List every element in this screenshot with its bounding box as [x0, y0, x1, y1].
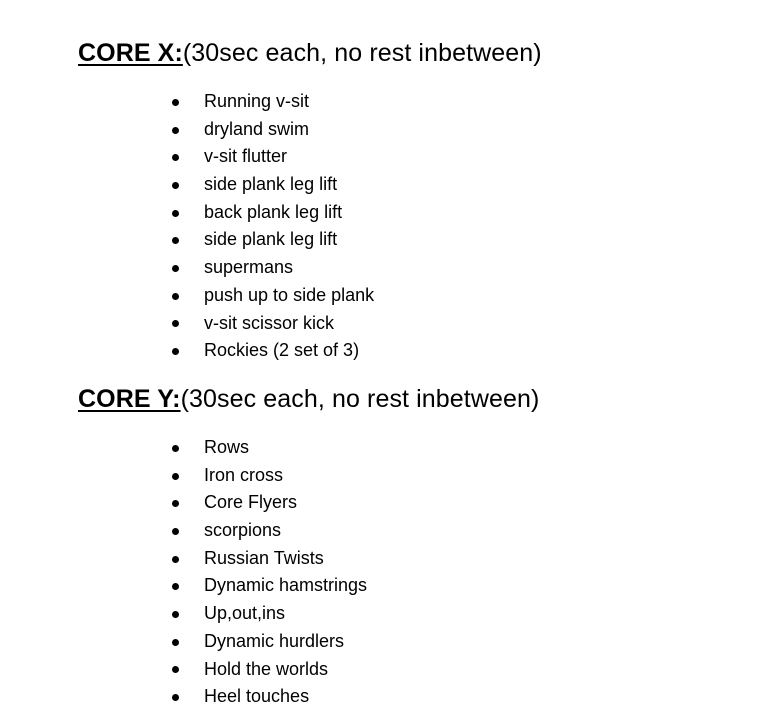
- exercise-name: v-sit flutter: [204, 146, 288, 167]
- list-item: [172, 88, 374, 116]
- exercise-name: Rows: [204, 437, 250, 457]
- list-item: [172, 171, 374, 199]
- core-y-heading-label: CORE Y:: [78, 385, 181, 413]
- bullet-icon: [172, 265, 179, 272]
- core-y-heading-note: (30sec each, no rest inbetween): [180, 385, 540, 413]
- bullet-icon: [172, 583, 179, 590]
- core-y-heading: [78, 382, 738, 416]
- bullet-icon: [172, 528, 179, 535]
- core-y-exercise-list: [172, 434, 367, 711]
- bullet-icon: [172, 127, 179, 134]
- bullet-icon: [172, 320, 179, 327]
- exercise-name: Heel touches: [204, 686, 310, 707]
- exercise-name: Hold the worlds: [204, 658, 329, 679]
- list-item: [172, 656, 367, 684]
- exercise-name: push up to side plank: [204, 284, 375, 305]
- list-item: [172, 683, 367, 711]
- core-x-section: [78, 36, 738, 361]
- bullet-icon: [172, 611, 179, 618]
- exercise-name: Russian Twists: [204, 547, 324, 568]
- list-item: [172, 310, 374, 338]
- bullet-icon: [172, 500, 179, 507]
- bullet-icon: [172, 445, 179, 452]
- bullet-icon: [172, 182, 179, 189]
- list-item: [172, 462, 367, 490]
- exercise-name: dryland swim: [204, 118, 310, 139]
- bullet-icon: [172, 473, 179, 480]
- list-item: [172, 545, 367, 573]
- list-item: [172, 116, 374, 144]
- bullet-icon: [172, 154, 179, 161]
- exercise-name: Running v-sit: [204, 91, 310, 111]
- list-item: [172, 282, 374, 310]
- bullet-icon: [172, 348, 179, 355]
- bullet-icon: [172, 639, 179, 646]
- list-item: [172, 600, 367, 628]
- exercise-name: side plank leg lift: [204, 174, 338, 195]
- bullet-icon: [172, 237, 179, 244]
- list-item: [172, 226, 374, 254]
- bullet-icon: [172, 666, 179, 673]
- core-y-section: [78, 382, 738, 707]
- list-item: [172, 628, 367, 656]
- list-item: [172, 199, 374, 227]
- exercise-name: Iron cross: [204, 464, 284, 485]
- list-item: [172, 434, 367, 462]
- bullet-icon: [172, 293, 179, 300]
- exercise-name: supermans: [204, 257, 294, 278]
- list-item: [172, 489, 367, 517]
- exercise-name: Core Flyers: [204, 492, 298, 513]
- bullet-icon: [172, 556, 179, 563]
- list-item: [172, 143, 374, 171]
- list-item: [172, 517, 367, 545]
- exercise-name: v-sit scissor kick: [204, 312, 334, 333]
- core-x-heading-note: (30sec each, no rest inbetween): [182, 39, 542, 67]
- core-x-exercise-list: [172, 88, 374, 365]
- exercise-name: side plank leg lift: [204, 229, 338, 250]
- exercise-name: back plank leg lift: [204, 201, 343, 222]
- exercise-name: scorpions: [204, 520, 282, 541]
- core-x-heading-label: CORE X:: [78, 39, 183, 67]
- bullet-icon: [172, 694, 179, 701]
- list-item: [172, 254, 374, 282]
- exercise-name: Up,out,ins: [204, 603, 286, 624]
- exercise-name: Dynamic hurdlers: [204, 630, 345, 651]
- exercise-name: Dynamic hamstrings: [204, 575, 368, 596]
- list-item: [172, 337, 374, 365]
- bullet-icon: [172, 210, 179, 217]
- core-x-heading: [78, 36, 738, 70]
- exercise-name: Rockies (2 set of 3): [204, 340, 360, 361]
- list-item: [172, 572, 367, 600]
- bullet-icon: [172, 99, 179, 106]
